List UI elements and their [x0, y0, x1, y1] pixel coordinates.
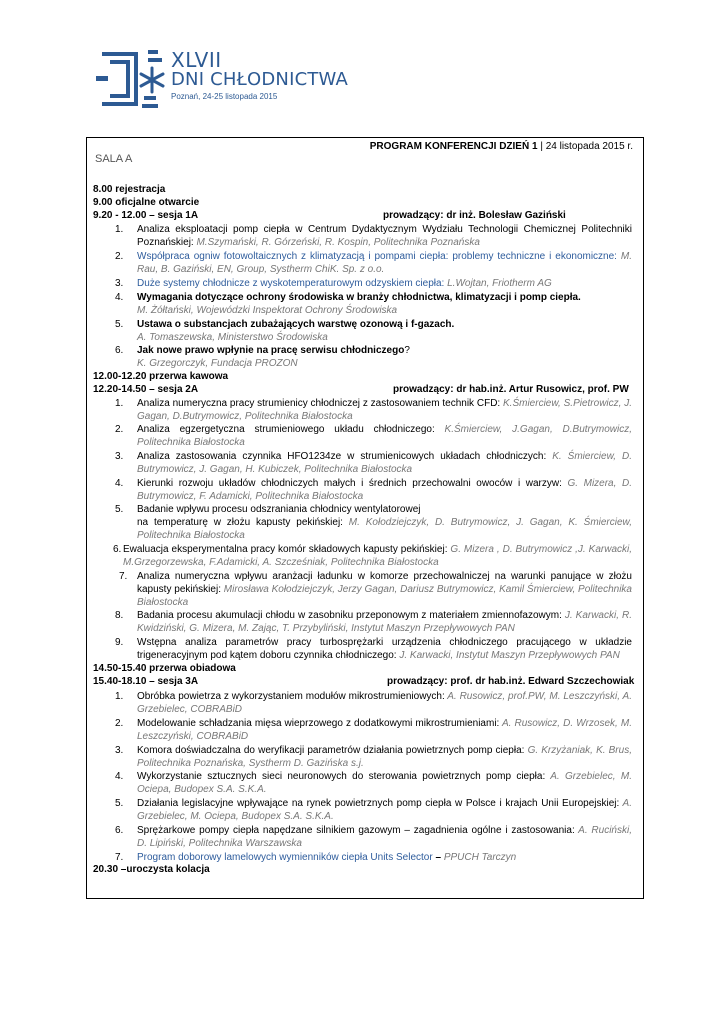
list-item: 1. Obróbka powietrza z wykorzystaniem modułów mikrostrumieniowych: A. Rusowicz, prof.PW, M. Leszczyński, A. Grzebielec, COBRABiD	[115, 691, 632, 715]
session-3a-moderator: prowadzący: prof. dr hab.inż. Edward Szczechowiak	[387, 676, 635, 687]
coffee-break: 12.00-12.20 przerwa kawowa	[93, 371, 229, 382]
program-frame	[86, 137, 644, 899]
logo-edition: XLVII	[171, 48, 222, 72]
program-header	[370, 141, 633, 152]
list-item: 4. Wymagania dotyczące ochrony środowiska w branży chłodnictwa, klimatyzacji i pomp ciepła. M. Żółtański, Wojewódzki Inspektorat Ochrony Środowiska	[115, 292, 581, 316]
registration: 8.00 rejestracja	[93, 184, 166, 195]
opening: 9.00 oficjalne otwarcie	[93, 197, 200, 208]
list-item: 3. Komora doświadczalna do weryfikacji parametrów działania powietrznych pomp ciepła: G. Krzyżaniak, K. Brus, Politechnika Poznańska, Systherm D. Gazińska s.j.	[115, 745, 632, 769]
list-item: 7. Program doborowy lamelowych wymienników ciepła Units Selector – PPUCH Tarczyn	[115, 852, 517, 863]
list-item: 3. Analiza zastosowania czynnika HFO1234ze w strumienicowych układach chłodniczych: K. Śmierciew, D. Butrymowicz, J. Gagan, H. Kubiczek, Politechnika Białostocka	[115, 451, 632, 475]
room-label: SALA A	[95, 153, 133, 165]
program-title: PROGRAM KONFERENCJI DZIEŃ 1	[369, 141, 538, 152]
list-item: 2. Modelowanie schładzania mięsa wieprzowego z dodatkowymi mikrostrumieniami: A. Rusowicz, D. Wrzosek, M. Leszczyński, COBRABiD	[115, 718, 632, 742]
list-item: 4. Wykorzystanie sztucznych sieci neuronowych do sterowania powietrznych pomp ciepła: A. Grzebielec, M. Ociepa, Budopex S.A. S.K.A.	[115, 771, 632, 795]
logo-text	[171, 50, 348, 101]
list-item: 5. Działania legislacyjne wpływające na rynek powietrznych pomp ciepła w Polsce i krajach Unii Europejskiej: A. Grzebielec, M. Ociepa, Budopex S.A. S.K.A.	[115, 798, 632, 822]
list-item: 9. Wstępna analiza parametrów pracy turbosprężarki urządzenia chłodniczego pracującego w układzie trigeneracyjnym pod kątem doboru czynnika chłodniczego: J. Karwacki, Instytut Maszyn Przepływowych PAN	[115, 637, 632, 661]
list-item: 2. Współpraca ogniw fotowoltaicznych z klimatyzacją i pompami ciepła: problemy techniczne i ekonomiczne: M. Rau, B. Gaziński, EN, Group, Systherm ChiK. Sp. z o.o.	[115, 251, 632, 275]
gala-dinner: 20.30 –uroczysta kolacja	[93, 864, 210, 875]
header-separator: |	[537, 141, 546, 152]
session-1a-moderator: prowadzący: dr inż. Bolesław Gaziński	[383, 210, 566, 221]
list-item: 6. Ewaluacja eksperymentalna pracy komór składowych kapusty pekińskiej: G. Mizera , D. Butrymowicz ,J. Karwacki, M.Grzegorzewska, F.Adamicki, A. Szcześniak, Politechnika Białostocka	[113, 544, 633, 568]
session-3a-time: 15.40-18.10 – sesja 3A	[93, 676, 199, 687]
list-item: 6. Jak nowe prawo wpłynie na pracę serwisu chłodniczego? K. Grzegorczyk, Fundacja PROZON	[115, 345, 410, 369]
lunch-break: 14.50-15.40 przerwa obiadowa	[93, 663, 236, 674]
session-2a-moderator: prowadzący: dr hab.inż. Artur Rusowicz, prof. PW	[393, 384, 629, 395]
list-item: 6. Sprężarkowe pompy ciepła napędzane silnikiem gazowym – zagadnienia ogólne i zastosowania: A. Ruciński, D. Lipiński, Politechnika Warszawska	[115, 825, 632, 849]
list-item: 7. Analiza numeryczna wpływu aranżacji ładunku w komorze przechowalniczej na warunki panujące w złożu kapusty pekińskiej: Mirosława Kołodziejczyk, Jerzy Gagan, Dariusz Butrymowicz, Kamil Śmierciew, Politechnika Białostocka	[119, 571, 632, 608]
list-item: 1. Analiza eksploatacji pomp ciepła w Centrum Dydaktycznym Wydziału Technologii Chemicznej Politechniki Poznańskiej: M.Szymański, R. Górzeński, R. Kospin, Politechnika Poznańska	[115, 224, 632, 248]
list-item: 1. Analiza numeryczna pracy strumienicy chłodniczej z zastosowaniem technik CFD: K.Śmierciew, S.Pietrowicz, J. Gagan, D.Butrymowicz, Politechnika Białostocka	[115, 398, 633, 422]
list-item: 8. Badania procesu akumulacji chłodu w zasobniku przeponowym z materiałem zmiennofazowym: J. Karwacki, R. Kwidziński, G. Mizera, M. Zając, T. Przybyliński, Instytut Maszyn Przepływowych PAN	[115, 610, 632, 634]
program-date: 24 listopada 2015 r.	[545, 141, 633, 152]
logo-location-date: Poznań, 24-25 listopada 2015	[171, 92, 278, 101]
session-2a-time: 12.20-14.50 – sesja 2A	[93, 384, 199, 395]
logo-title: DNI CHŁODNICTWA	[171, 69, 349, 90]
list-item: 5. Ustawa o substancjach zubażających warstwę ozonową i f-gazach. A. Tomaszewska, Ministerstwo Środowiska	[115, 319, 455, 343]
list-item: 4. Kierunki rozwoju układów chłodniczych małych i średnich przechowalni owoców i warzyw: G. Mizera, D. Butrymowicz, F. Adamicki, Politechnika Białostocka	[115, 478, 632, 502]
list-item: 2. Analiza egzergetyczna strumieniowego układu chłodniczego: K.Śmierciew, J.Gagan, D.Butrymowicz, Politechnika Białostocka	[115, 424, 632, 448]
list-item: 3. Duże systemy chłodnicze z wyskotemperaturowym odzyskiem ciepła: L.Wojtan, Friotherm AG	[115, 278, 552, 289]
list-item: 5. Badanie wpływu procesu odszraniania chłodnicy wentylatorowej na temperaturę w złożu kapusty pekińskiej: M. Kołodziejczyk, D. Butrymowicz, J. Gagan, K. Śmierciew, Politechnika Białostocka	[115, 504, 632, 541]
session-1a-time: 9.20 - 12.00 – sesja 1A	[93, 210, 199, 221]
